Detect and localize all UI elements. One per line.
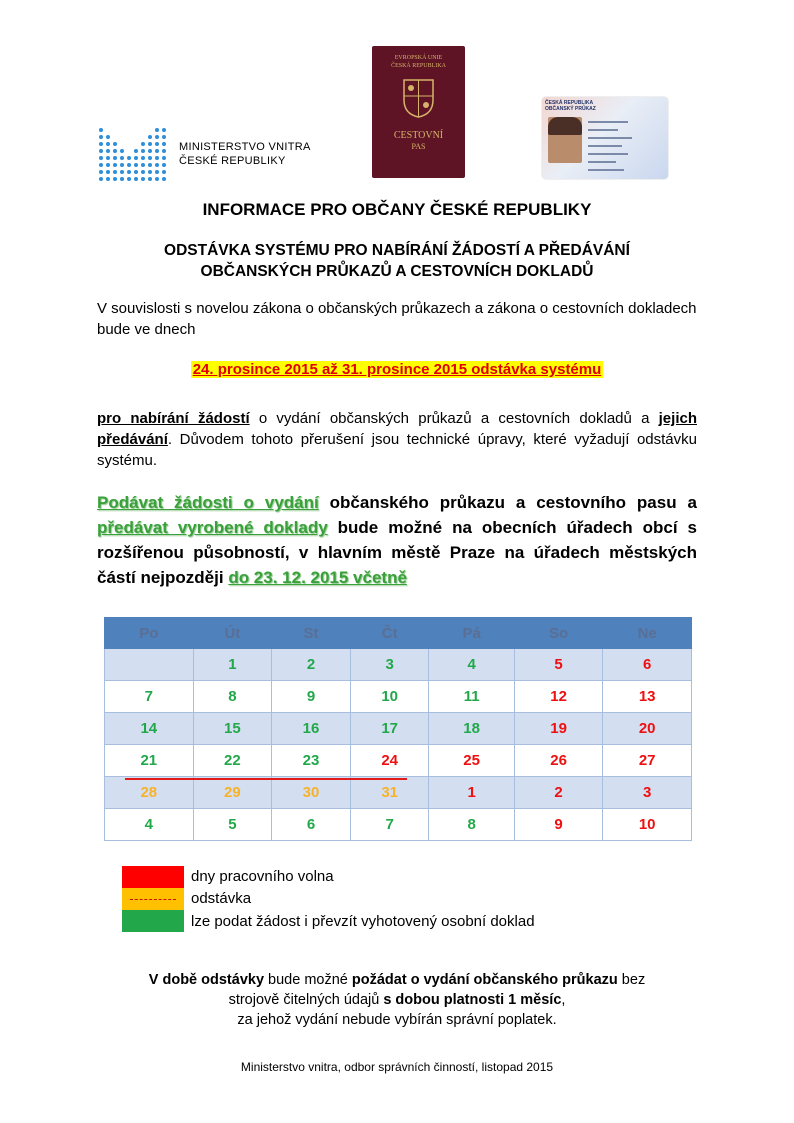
calendar-day: 14 <box>105 713 194 745</box>
weekday-header: Pá <box>429 618 514 649</box>
bottom-note-line3: za jehož vydání nebude vybírán správní poplatek. <box>237 1012 557 1028</box>
calendar-day: 28 <box>105 777 194 809</box>
calendar-day: 9 <box>272 681 351 713</box>
coat-of-arms-icon <box>402 78 435 118</box>
calendar-day: 16 <box>272 713 351 745</box>
id-card-line <box>588 153 628 155</box>
legend-swatch-holiday <box>122 866 184 888</box>
calendar-day: 22 <box>193 745 272 777</box>
paragraph-reason-text1: o vydání občanských průkazů a cestovních dokladů a <box>249 410 659 427</box>
outage-dates: 24. prosince 2015 až 31. prosince 2015 odstávka systému <box>192 361 602 378</box>
id-card-line <box>588 137 632 139</box>
calendar-day: 6 <box>272 809 351 841</box>
calendar-day: 9 <box>514 809 603 841</box>
id-photo-hair <box>548 117 582 135</box>
calendar-day: 8 <box>429 809 514 841</box>
calendar-day: 31 <box>350 777 429 809</box>
calendar-week-row <box>105 713 692 745</box>
id-card-image <box>542 97 668 179</box>
passport-bottom-text <box>372 130 465 152</box>
id-card-header-line1: ČESKÁ REPUBLIKA <box>545 100 594 106</box>
paragraph-deadline <box>97 490 697 590</box>
bottom-text4: , <box>561 992 566 1008</box>
passport-top-text <box>372 54 465 70</box>
calendar-day: 23 <box>272 745 351 777</box>
underline-handover: jejich předávání <box>97 410 697 448</box>
outage-strikethrough-line <box>125 778 407 780</box>
page-footer: Ministerstvo vnitra, odbor správních činností, listopad 2015 <box>240 1060 554 1074</box>
calendar-day: 10 <box>603 809 692 841</box>
id-card-line <box>588 161 616 163</box>
bottom-bold2: požádat o vydání občanského průkazu <box>351 972 618 988</box>
paragraph-reason-text2: . Důvodem tohoto přerušení jsou technické úpravy, které vyžadují odstávku systému. <box>97 431 697 469</box>
calendar-day: 12 <box>514 681 603 713</box>
calendar-day: 5 <box>514 649 603 681</box>
weekday-header: St <box>272 618 351 649</box>
calendar-day: 11 <box>429 681 514 713</box>
calendar-week-row <box>105 745 692 777</box>
calendar-day: 1 <box>429 777 514 809</box>
weekday-header: So <box>514 618 603 649</box>
calendar-day: 15 <box>193 713 272 745</box>
calendar-day: 7 <box>105 681 194 713</box>
id-card-line <box>588 145 622 147</box>
calendar-day: 13 <box>603 681 692 713</box>
bottom-bold1: V době odstávky <box>148 972 265 988</box>
calendar-day: 7 <box>350 809 429 841</box>
calendar-day: 4 <box>105 809 194 841</box>
calendar-day: 20 <box>603 713 692 745</box>
calendar-day <box>105 649 194 681</box>
calendar-day: 18 <box>429 713 514 745</box>
calendar-header-row <box>105 618 692 649</box>
calendar-day: 3 <box>603 777 692 809</box>
calendar-table <box>104 617 692 841</box>
id-card-line <box>588 129 618 131</box>
calendar-day: 8 <box>193 681 272 713</box>
calendar-day: 19 <box>514 713 603 745</box>
bottom-note-line1 <box>0 970 794 990</box>
outage-dates-line <box>0 361 794 378</box>
handover-documents-text: předávat vyrobené doklady <box>97 518 328 537</box>
ministry-logo-line1: MINISTERSTVO VNITRA <box>179 141 311 153</box>
calendar-week-row <box>105 809 692 841</box>
bottom-text3: strojově čitelných údajů <box>228 992 384 1008</box>
passport-top-line2: ČESKÁ REPUBLIKA <box>391 63 446 69</box>
calendar-day: 24 <box>350 745 429 777</box>
calendar-week-row <box>105 649 692 681</box>
legend-label-available: lze podat žádost i převzít vyhotovený osobní doklad <box>191 913 535 930</box>
paragraph-deadline-text1: občanského průkazu a cestovního pasu a <box>318 493 697 512</box>
calendar-day: 5 <box>193 809 272 841</box>
calendar-day: 6 <box>603 649 692 681</box>
passport-bottom-line2: PAS <box>411 142 426 151</box>
calendar-day: 27 <box>603 745 692 777</box>
bottom-text2: bez <box>617 972 646 988</box>
ministry-logo-text <box>179 140 311 168</box>
calendar-day: 2 <box>272 649 351 681</box>
paragraph-reason <box>97 408 697 471</box>
subtitle-line2: OBČANSKÝCH PRŮKAZŮ A CESTOVNÍCH DOKLADŮ <box>200 263 594 280</box>
passport-image <box>372 46 465 178</box>
weekday-header: Po <box>105 618 194 649</box>
bottom-text1: bude možné <box>264 972 352 988</box>
subtitle-line1: ODSTÁVKA SYSTÉMU PRO NABÍRÁNÍ ŽÁDOSTÍ A PŘEDÁVÁNÍ <box>164 242 630 259</box>
deadline-date: do 23. 12. 2015 včetně <box>228 568 407 587</box>
weekday-header: Út <box>193 618 272 649</box>
id-card-line <box>588 169 624 171</box>
legend-label-holiday: dny pracovního volna <box>191 868 334 885</box>
calendar-day: 30 <box>272 777 351 809</box>
page-title: INFORMACE PRO OBČANY ČESKÉ REPUBLIKY <box>202 200 592 219</box>
intro-paragraph: V souvislosti s novelou zákona o občanských průkazech a zákona o cestovních dokladech bude ve dnech <box>97 300 697 338</box>
paragraph-deadline-text2: bude možné na obecních úřadech obcí s rozšířenou působností, v hlavním městě Praze na úřadech městských částí nejpozději <box>97 518 697 587</box>
calendar-day: 25 <box>429 745 514 777</box>
calendar-day: 29 <box>193 777 272 809</box>
ministry-logo-line2: ČESKÉ REPUBLIKY <box>179 155 286 167</box>
underline-applications: pro nabírání žádostí <box>97 410 250 427</box>
legend-label-outage: odstávka <box>191 890 252 907</box>
id-card-line <box>588 121 628 123</box>
calendar-week-row <box>105 777 692 809</box>
passport-bottom-line1: CESTOVNÍ <box>393 130 444 141</box>
weekday-header: Čt <box>350 618 429 649</box>
legend-swatch-available <box>122 910 184 932</box>
calendar-day: 1 <box>193 649 272 681</box>
calendar-day: 2 <box>514 777 603 809</box>
submit-applications-text: Podávat žádosti o vydání <box>97 493 319 512</box>
calendar-day: 4 <box>429 649 514 681</box>
bottom-bold3: s dobou platnosti 1 měsíc <box>383 992 562 1008</box>
weekday-header: Ne <box>603 618 692 649</box>
calendar-day: 3 <box>350 649 429 681</box>
page-subtitle <box>0 240 794 282</box>
passport-top-line1: EVROPSKÁ UNIE <box>394 55 443 61</box>
bottom-note-line2 <box>0 990 794 1010</box>
bottom-note <box>0 970 794 1030</box>
id-card-header <box>545 100 596 112</box>
calendar-day: 21 <box>105 745 194 777</box>
calendar-day: 10 <box>350 681 429 713</box>
calendar-day: 17 <box>350 713 429 745</box>
calendar-week-row <box>105 681 692 713</box>
calendar-day: 26 <box>514 745 603 777</box>
legend-outage-dash <box>130 899 176 900</box>
id-card-header-line2: OBČANSKÝ PRŮKAZ <box>545 106 596 112</box>
